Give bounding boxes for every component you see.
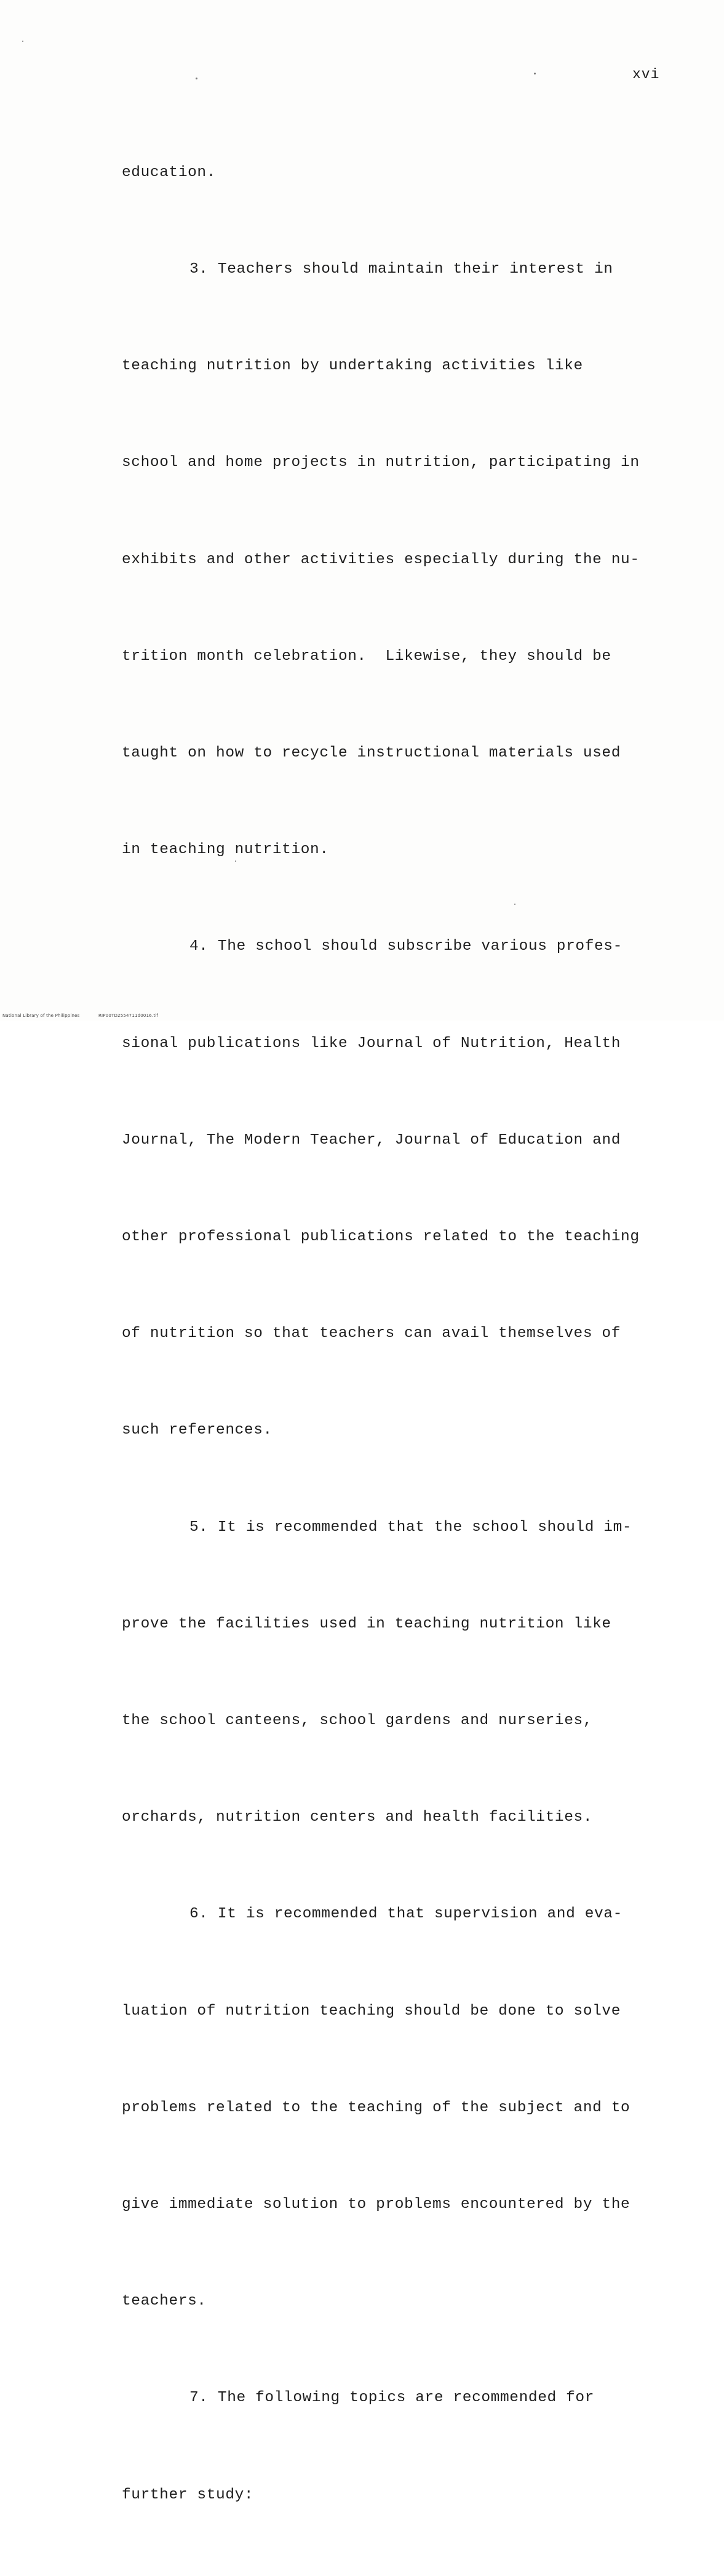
text-line: 3. Teachers should maintain their interest in bbox=[189, 261, 613, 278]
footer-library: National Library of the Philippines bbox=[2, 1013, 80, 1018]
scan-speck bbox=[514, 904, 515, 905]
text-line: school and home projects in nutrition, participating in bbox=[122, 454, 640, 471]
text-line: of nutrition so that teachers can avail themselves of bbox=[122, 1325, 621, 1342]
text-line: teachers. bbox=[122, 2293, 207, 2310]
footer-file: RIP00TD2554711d0016.tif bbox=[98, 1013, 159, 1018]
text-line: problems related to the teaching of the subject and to bbox=[122, 2099, 631, 2116]
text-line: teaching nutrition by undertaking activities like bbox=[122, 358, 583, 375]
text-line: in teaching nutrition. bbox=[122, 841, 329, 859]
recommendations-text bbox=[122, 92, 675, 2576]
scan-speck bbox=[196, 78, 197, 79]
scan-speck bbox=[235, 861, 236, 862]
text-line: such references. bbox=[122, 1422, 272, 1439]
text-line: sional publications like Journal of Nutrition, Health bbox=[122, 1035, 621, 1052]
text-line: give immediate solution to problems encountered by the bbox=[122, 2196, 631, 2213]
text-line: orchards, nutrition centers and health facilities. bbox=[122, 1809, 593, 1826]
page-number: xvi bbox=[632, 66, 660, 82]
text-line: education. bbox=[122, 164, 217, 181]
text-line: Journal, The Modern Teacher, Journal of Education and bbox=[122, 1131, 621, 1149]
scan-speck bbox=[22, 41, 23, 42]
text-line: the school canteens, school gardens and nurseries, bbox=[122, 1712, 593, 1730]
text-line: 5. It is recommended that the school should im- bbox=[189, 1519, 632, 1536]
text-line: taught on how to recycle instructional materials used bbox=[122, 745, 621, 762]
scan-footer bbox=[2, 1013, 158, 1018]
text-line: luation of nutrition teaching should be done to solve bbox=[122, 2002, 621, 2020]
text-line: further study: bbox=[122, 2486, 254, 2503]
text-line: trition month celebration. Likewise, they should be bbox=[122, 648, 611, 665]
text-line: 4. The school should subscribe various profes- bbox=[189, 938, 623, 955]
scan-speck bbox=[534, 73, 536, 74]
text-line: 7. The following topics are recommended for bbox=[189, 2389, 595, 2407]
text-line: prove the facilities used in teaching nutrition like bbox=[122, 1615, 611, 1632]
text-line: other professional publications related to the teaching bbox=[122, 1229, 640, 1246]
text-line: exhibits and other activities especially during the nu- bbox=[122, 551, 640, 568]
text-line: 6. It is recommended that supervision and eva- bbox=[189, 1906, 623, 1923]
